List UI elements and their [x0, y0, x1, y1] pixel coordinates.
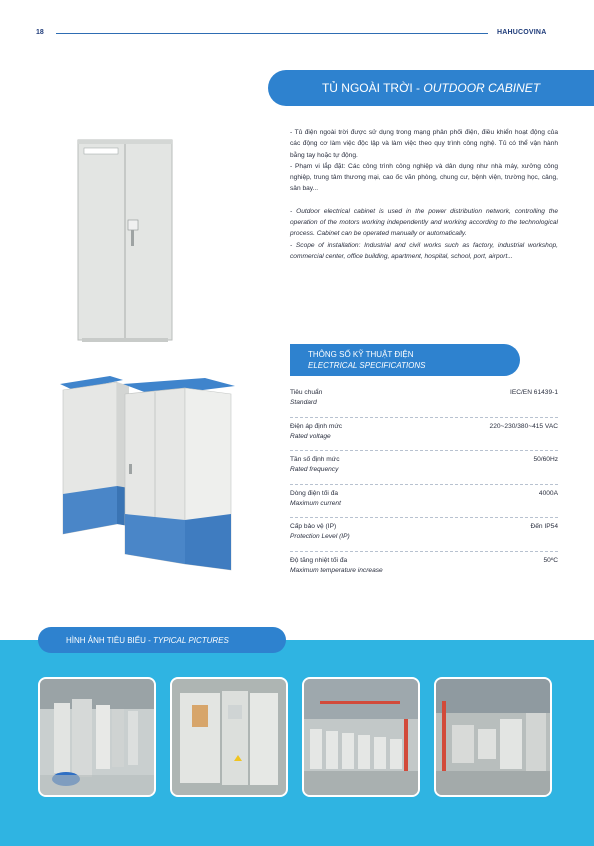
typical-pictures-banner — [38, 627, 286, 653]
spec-row — [290, 384, 558, 418]
spec-row — [290, 418, 558, 452]
specs-title-vi: THÔNG SỐ KỸ THUẬT ĐIỆN — [308, 350, 414, 359]
spec-value: 4000A — [538, 489, 558, 497]
spec-label-vi: Dòng điện tối đa — [290, 489, 339, 497]
typical-title-en: TYPICAL PICTURES — [152, 635, 229, 645]
product-image-single-cabinet — [70, 132, 180, 347]
specs-title-en: ELECTRICAL SPECIFICATIONS — [308, 361, 426, 370]
spec-value: IEC/EN 61439-1 — [509, 389, 558, 396]
description-en-1: - Outdoor electrical cabinet is used in the power distribution network, controlling the operation of the motors working independently and working according to the technological process. Cabinet can be operated manually or automatically. — [290, 207, 558, 238]
product-image-two-cabinets — [55, 374, 240, 574]
spec-row — [290, 552, 558, 586]
brand-name: HAHUCOVINA — [497, 29, 547, 36]
spec-label-vi: Tiêu chuẩn — [290, 389, 323, 396]
spec-label-en: Maximum current — [290, 499, 341, 507]
header-divider — [56, 33, 488, 34]
title-vi: TỦ NGOÀI TRỜI - — [321, 81, 424, 95]
spec-label-en: Standard — [290, 399, 317, 406]
typical-title-vi: HÌNH ẢNH TIÊU BIỂU - — [66, 635, 153, 645]
spec-label-vi: Độ tăng nhiệt tối đa — [290, 556, 348, 564]
spec-label-en: Rated frequency — [290, 466, 339, 473]
spec-label-vi: Điện áp định mức — [290, 422, 343, 430]
description-vi-1: - Tủ điện ngoài trời được sử dụng trong mạng phân phối điện, điều khiển hoạt động của các động cơ làm việc độc lập và làm việc theo quy trình công nghệ. Tủ có thể vận hành bằng tay hoặc tự động. — [290, 129, 558, 159]
spec-label-en: Maximum temperature increase — [290, 566, 383, 574]
page-number: 18 — [36, 29, 44, 36]
title-banner — [268, 70, 594, 106]
spec-row — [290, 451, 558, 485]
description-en-2: - Scope of installation: Industrial and civil works such as factory, industrial workshop, commercial center, office building, apartment, hospital, school, port, airport... — [290, 241, 558, 260]
description-vi-2: - Phạm vi lắp đặt: Các công trình công nghiệp và dân dụng như nhà máy, xưởng công nghiệp, trung tâm thương mại, cao ốc văn phòng, chung cư, bệnh viện, trường học, cảng, sân bay... — [290, 162, 558, 193]
specs-table — [290, 384, 558, 585]
title-en: OUTDOOR CABINET — [423, 81, 541, 95]
typical-photo-1 — [38, 677, 156, 797]
description — [290, 127, 558, 262]
spec-label-en: Protection Level (IP) — [290, 533, 350, 540]
typical-photo-2 — [170, 677, 288, 797]
spec-label-vi: Tần số định mức — [290, 456, 340, 463]
spec-value: Đến IP54 — [530, 523, 558, 530]
spec-label-vi: Cấp bảo vệ (IP) — [290, 523, 337, 530]
specs-banner — [290, 344, 520, 376]
spec-value: 220~230/380~415 VAC — [489, 422, 558, 430]
typical-photo-4 — [434, 677, 552, 797]
spec-value: 50/60Hz — [533, 456, 558, 463]
typical-photo-3 — [302, 677, 420, 797]
spec-label-en: Rated voltage — [290, 432, 331, 440]
spec-row — [290, 518, 558, 552]
spec-value: 50ºC — [543, 556, 558, 564]
spec-row — [290, 485, 558, 519]
